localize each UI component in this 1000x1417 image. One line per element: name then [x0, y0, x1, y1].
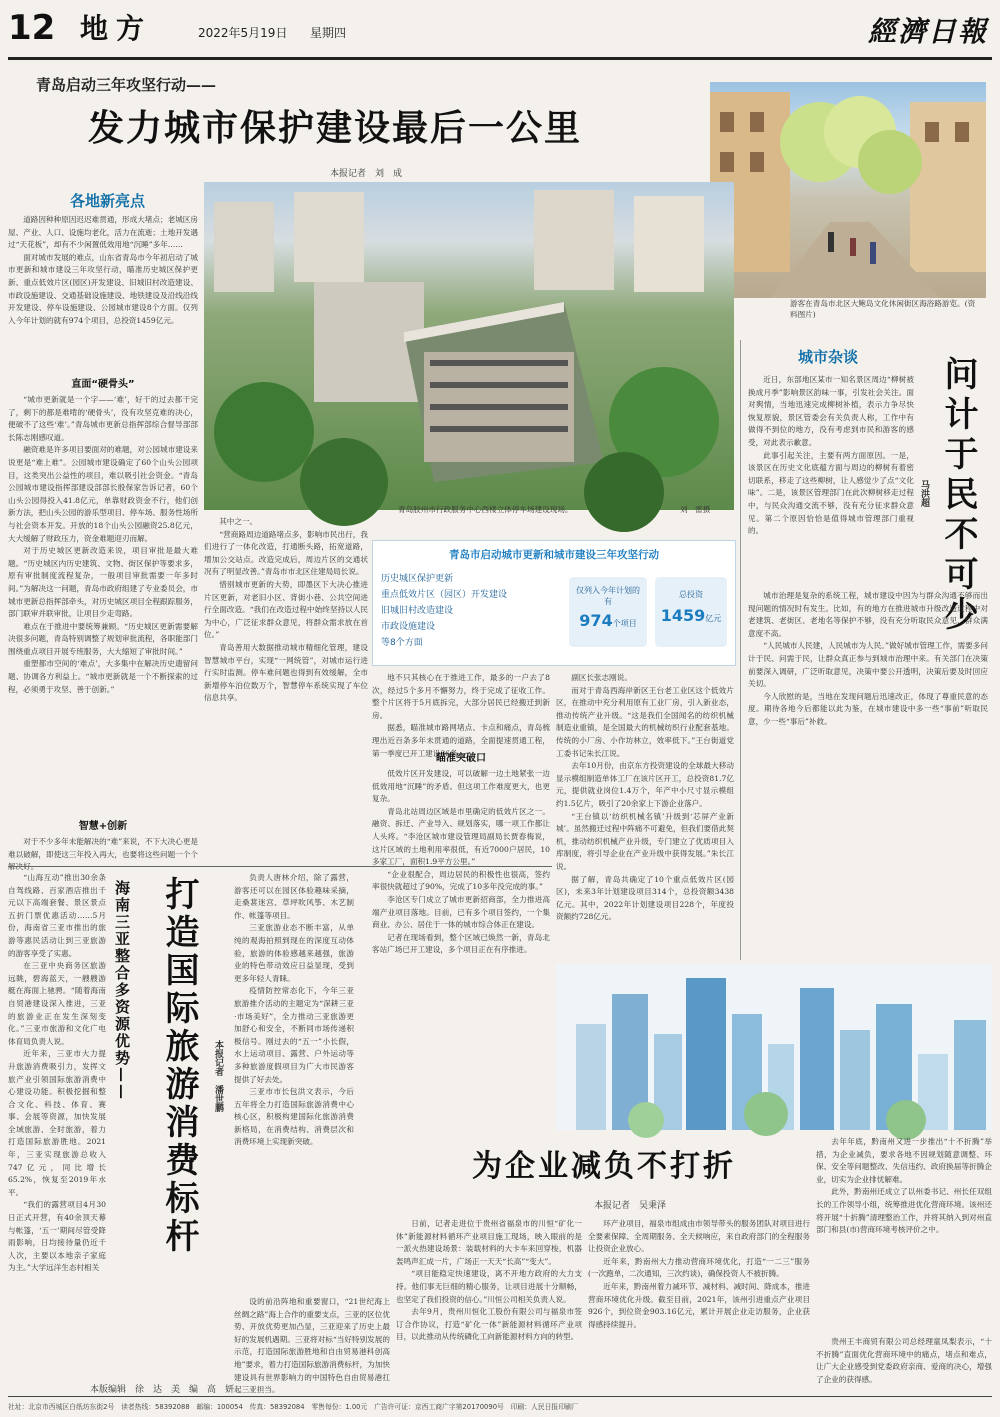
skyline-illustration	[556, 964, 992, 1130]
reduce-col2-p1: 环产业项目，福泉市组成由市领导带头的服务团队对项目进行全要素保障、全周期服务、全天候响应，来自政府部门的全程服务让投资企业放心。	[588, 1219, 810, 1254]
lead-tag: 各地新亮点	[70, 192, 146, 210]
lead-col-1-end	[8, 836, 198, 862]
hainan-headline: 打造国际旅游消费标杆	[159, 876, 199, 1256]
infographic-list	[381, 571, 565, 651]
lead-col4-p3: 去年10月份，由京东方投资建设的全球最大移动显示模组制造单体工厂在该片区开工，总投资81.7亿元，提供就业岗位1.4万个，年产中小尺寸显示模组约1.5亿片，吸引了20余家上下游企业落户。	[556, 761, 734, 808]
lead-headline: 发力城市保护建设最后一公里	[88, 107, 583, 149]
infographic-plan-unit: 个项目	[612, 619, 637, 628]
lead-col4-p1: 副区长张志刚说。	[571, 673, 632, 682]
street-photo-credit: (资料图片)	[790, 299, 976, 319]
reduce-byline: 本报记者 吴秉泽	[594, 1201, 667, 1211]
lead-col1-p4: 难点在于推进中要统筹兼顾。“历史城区更新需要解决很多问题，青岛特别调整了规划审批流程，各职能部门围绕重点项目开展专班服务，大大缩短了审批时间。”	[8, 621, 198, 656]
commentary-body	[748, 590, 988, 958]
commentary-title: 问计于民不可少	[938, 356, 978, 636]
reduce-headline: 为企业减负不打折	[472, 1149, 736, 1184]
lead-sub-3: 瞄准突破口	[436, 753, 486, 764]
reduce-col-1	[396, 1218, 582, 1374]
commentary-tag: 城市杂谈	[798, 348, 859, 366]
reduce-intro-p1: 去年年底，黔南州又进一步推出“十不折腾”举措，为企业减负，要求各地不因规划随意调整、环保、安全等问题整改、失信违约、政府换届等折腾企业，切实为企业排忧解难。	[816, 1137, 992, 1184]
infographic-plan-box	[569, 577, 647, 647]
hainan-col-3-body	[234, 1296, 390, 1395]
hainan-col2-p4: 三亚市市长包洪文表示，今后五年将全力打造国际旅游消费中心核心区，积极构建国际化旅游消费新格局，在消费结构、消费层次和消费环境上实现新突破。	[234, 1087, 354, 1147]
reduce-col3-p1: 贵州王丰商贸有限公司总经理童凤梨表示，“十不折腾”直面优化营商环境中的痛点，堵点和难点，让广大企业感受到党委政府亲商、爱商的决心，增强了企业的获得感。	[816, 1337, 992, 1384]
construction-photo	[204, 182, 734, 510]
infographic-item-4: 市政设施建设	[381, 622, 436, 632]
infographic-item-2: 重点低效片区（园区）开发建设	[381, 590, 508, 600]
page-editors: 本版编辑 徐 达 美 编 高 妍	[90, 1385, 235, 1395]
lead-col1-p2: 融资难是许多项目要面对的难题，对公园城市建设来说更是“难上难”。公园城市建设确定了60个山头公园项目，这类突出公益性的项目，难以吸引社会资金。“青岛公园城市建设指挥部建设部部长殷保家告诉记者，60个山头公园得投入41.8亿元，单靠财政资金不行，他们创新方法，把山头公园的游乐型项目、停车场、服务性场所与社会资本开发。开放的18个山头公园融资25.8亿元，大大缓解了财政压力，资金难题迎刃而解。	[8, 445, 198, 543]
lead-col4-p2: 而对于青岛西海岸新区王台老工业区这个低效片区，在推动中充分利用原有工业厂房，引入新业态，推动传统产业升级。“这是我们全国闻名的纺织机械制造业重镇，是全国最大的机械纺织行业配套基地。传统的小厂房、小作坊林立，效率低下。”王台街道党工委书记朱长江说。	[556, 685, 734, 758]
lead-col3b-p4: 李沧区专门成立了城市更新招商部，全力推进高端产业项目落地。目前，已有多个项目签约，一个集商业、办公、居住于一体的城市综合体正在建设。	[372, 894, 550, 930]
infographic-invest-unit: 亿元	[705, 614, 722, 623]
street-photo-caption	[790, 298, 980, 320]
commentary-divider	[740, 340, 741, 960]
lead-col3-p2: 据悉，瞄准城市路网堵点、卡点和痛点，青岛梳理出近百条多年未贯通的道路，全面提速贯通工程，第一季度已开工建设36条。	[372, 723, 550, 758]
lead-col3b-p1: 低效片区开发建设，可以破解一边土地紧张一边低效用地“沉睡”的矛盾。但这项工作难度更大，也更复杂。	[372, 769, 550, 804]
construction-scene-graphic	[204, 182, 734, 510]
lead-col-2	[204, 516, 368, 862]
construction-photo-caption: 青岛胶州市行政服务中心西楼立体停车场建设现场。	[398, 505, 573, 514]
infographic-plan-label: 仅列入今年计划的有	[576, 586, 640, 606]
hainan-col-1	[8, 872, 106, 1372]
lead-sub-2: 智慧+创新	[78, 821, 128, 832]
infographic-plan-value: 974	[579, 611, 613, 630]
hainan-byline: 本报记者 潘世鹏	[213, 1040, 223, 1112]
commentary-p3: 城市治理是复杂的系统工程，城市建设中因为与群众沟通不够而出现问题的情况时有发生。比如，有的地方在推进城市升级改造过程中对老建筑、老街区、老地名等保护不够，没有充分听取民众意见，群众满意度不高。	[748, 591, 988, 638]
infographic-item-1: 历史城区保护更新	[381, 574, 454, 584]
lead-col3-p1: 地不只其核心在于推进工作，最多的一户去了8次，经过5个多月不懈努力，终于完成了征收工作。整个片区将于5月底拆完，大部分居民已经搬迁到新房。	[372, 673, 550, 720]
lead-col1-p1: “城市更新就是一个字——‘难’，好干的过去都干完了，剩下的都是难啃的‘硬骨头’，没有攻坚克难的决心，便破不了这些‘难’。”青岛城市更新总指挥部综合督导部部长陈志刚感叹道。	[8, 395, 198, 442]
street-photo	[710, 82, 986, 298]
hainan-col2-p3: 疫情防控常态化下，今年三亚旅游推介活动的主题定为“深耕三亚·市场美好”，全力推动三亚旅游更加舒心和安全，不断同市场传递积极信号。刚过去的“五一”小长假，水上运动项目、露营、户外运动等多种旅游度假项目为广大市民游客提供了好去处。	[234, 986, 354, 1084]
masthead	[8, 8, 992, 54]
hainan-top-rule	[8, 866, 552, 867]
hainan-col1-p2: 在三亚中央商务区旅游远眺，碧海蓝天，一艘艘游艇在海面上驰骋。“随着海南自贸港建设深入推进，三亚的旅游业正在发生深刻变化。”三亚市旅游和文化广电体育局负责人说。	[8, 961, 106, 1046]
lead-col-1	[8, 394, 198, 804]
lead-byline: 本报记者 刘 成	[330, 169, 403, 179]
hainan-col1-p3: 近年来，三亚市大力提升旅游消费吸引力，发挥文旅产业引领国际旅游消费中心建设功能。积极挖掘和整合文化、科技、体育、赛事、会展等资源，加快发展全域旅游、全时旅游，着力打造国际旅游胜地。2021年，三亚实现旅游总收入747亿元，同比增长65.2%，恢复至2019年水平。	[8, 1049, 106, 1197]
lead-col2-p3: 惜别城市更新的大势，即墨区下大决心推进片区更新，对老旧小区、背街小巷、公共空间进行全面改造。“我们在改造过程中始终坚持以人民为中心，广泛征求群众意见，将群众需求放在首位。”	[204, 579, 368, 640]
lead-col-4	[556, 672, 734, 960]
infographic-invest-box	[655, 577, 727, 647]
infographic-item-3: 旧城旧村改造建设	[381, 606, 454, 616]
lead-sub-1: 直面“硬骨头”	[71, 379, 135, 390]
lead-col1-p5: 重塑都市空间的‘难点’，大多集中在解决历史遗留问题、协调各方利益上。“城市更新就是一个不断探索的过程，必须勇于攻坚、善于创新。”	[8, 659, 198, 694]
commentary-body-top	[748, 374, 914, 588]
paper-logo: 經濟日報	[867, 15, 988, 48]
lead-col3b-p3: “企业很配合，周边居民的积极性也很高，签约率很快就超过了90%，完成了10多年没完成的事。”	[372, 869, 550, 892]
reduce-col1-p1: 日前，记者走进位于贵州省福泉市的川恒“矿化一体”新能源材料循环产业项目施工现场，映入眼前的是一派火热建设场景：装载材料的大卡车来回穿梭，机器轰鸣声汇成一片，广场正一天天“长高”“变大”。	[396, 1219, 582, 1266]
reduce-col2-p2: 近年来，黔南州大力推动营商环境优化，打造“一二三”服务(一次跑单，二次通知，三次约谈)，确保投资人不被折腾。	[588, 1256, 810, 1279]
commentary-p4: “人民城市人民建，人民城市为人民。”做好城市管理工作，需要多问计于民、问需于民，让群众真正参与到城市治理中来。有关部门在决策前要深入调研，广泛听取意见，决策中要公开透明，决策后要及时回应关切。	[748, 641, 988, 689]
street-scene-graphic	[710, 82, 986, 298]
lead-intro	[8, 214, 198, 364]
masthead-rule	[8, 57, 992, 60]
lead-col3b-p2: 青岛北站周边区域是市里确定的低效片区之一。融资、拆迁、产业导入、规划落实，哪一项工作都让人头疼。“李沧区城市建设管理局副局长贾春梅说，这片区域的土地利用率很低，有近7000户居民，10多家工厂，面积1.9平方公里。”	[372, 806, 550, 867]
reduce-col-2	[588, 1218, 810, 1374]
lead-col1-p3: 对于历史城区更新改造来说，项目审批是最大难题。“历史城区内历史建筑、文物、街区保护等要求多，原有审批制度流程复杂，一般项目审批需要一年多时间。”为解决这一问题，青岛市政府组建了专业委员会，市城市更新总指挥部牵头，对历史城区项目全程跟踪服务，部门联审并联审批，让项目少走弯路。	[8, 546, 198, 619]
hainan-col1-p4: “我们的露营项目4月30日正式开营，有40余顶天幕与帐篷，‘五一’期间尽管受降雨影响，日均接待量仍近千人次，主要以本地亲子家庭为主。”大学远洋生态村相关	[8, 1200, 106, 1273]
page-number: 12	[8, 8, 56, 48]
hainan-kicker: 海南三亚整合多资源优势——	[113, 880, 131, 1101]
lead-col-3b	[372, 768, 550, 1132]
infographic-invest-value: 1459	[660, 606, 706, 625]
commentary-p5: 今人欣慰的是，当地在发现问题后迅速改正，体现了尊重民意的态度。期待各地今后都能以此为鉴，在城市建设中多一些“事前”听取民意，少一些“事后”补救。	[748, 691, 988, 726]
lead-col2-p1: 其中之一。	[219, 517, 258, 526]
commentary-p2: 此事引起关注，主要有两方面原因。一是，该景区在历史文化底蕴方面与周边的柳树有着密切联系，移走了这些柳树，让人感觉少了点“文化味”。二是，该景区管理部门在此次柳树移走过程中，与民众沟通交流不够，没有充分征求群众意见。第二个原因恰恰是值得城市管理部门重视的。	[748, 450, 914, 536]
hainan-col1-p1: “山海互动”推出30余条自驾线路、百家酒店推出千元以下高端套餐、景区景点五折门票优惠活动……5月份，海南省三亚市推出的旅游等惠民活动让到三亚旅游的游客享受了实惠。	[8, 873, 106, 958]
issue-weekday: 星期四	[310, 26, 347, 40]
reduce-intro-p2: 此外，黔南州还成立了以州委书记、州长任双组长的工作领导小组，统筹推进优化营商环境。该州还将开展“十折腾”清理整治工作，并将其纳入到对州直部门和县(市)营商环境考核评价之中。	[816, 1187, 992, 1235]
commentary-p1: 近日，东部地区某市一知名景区周边“柳树被换成月季”影响景区韵味一事，引发社会关注。面对舆情，当地迅速完成柳树补植，表示力争尽快恢复原貌，景区管委会有关负责人称，工作中有做得不到位的地方，没有考虑到市民和游客的感受，对此表示歉意。	[748, 375, 914, 447]
reduce-col1-p2: “项目能稳定快速建设，离不开地方政府的大力支持。他们事无巨细的精心服务，让项目进展十分顺畅，也坚定了我们投资的信心。”川恒公司相关负责人说。	[396, 1269, 582, 1304]
construction-photo-credit: 刘 雷摄	[680, 505, 711, 514]
commentary-author: 马洪超	[919, 480, 929, 507]
footer-address: 社址：北京市西城区白纸坊东街2号 读者热线：58392088 邮编：100054 传真：58392084 零售每份：1.00元 广告许可证：京西工商广字第20170090号 印刷：人民日报印刷厂	[8, 1403, 579, 1411]
issue-date: 2022年5月19日	[198, 26, 288, 40]
infographic-invest-label: 总投资	[679, 590, 703, 599]
lead-col2-p4: 青岛善用大数据推动城市精细化管理，建设智慧城市平台，实现“一网统管”，对城市运行进行实时监测。停车难问题也得到有效缓解，全市新增停车泊位数万个，智慧停车系统实现了车位信息共享。	[204, 642, 368, 703]
street-photo-caption-text: 游客在青岛市北区大鲍岛文化休闲街区海浴路游览。	[790, 299, 965, 308]
skyline-graphic	[556, 964, 992, 1130]
hainan-col2-p2: 三亚旅游业态不断丰富，从单纯的观海拍照到现在的深度互动体验，旅游的体验感越来越强，旅游业的特色带动效应日益显现，受到更多年轻人青睐。	[234, 923, 354, 983]
lead-intro-p1: 道路因种种原因迟迟难贯通，形成大堵点；老城区房屋、产业、人口、设施均老化，活力在流逝；土地开发遇过“天花板”，却有不少闲置低效用地“沉睡”多年……	[8, 215, 198, 250]
section-name: 地方	[80, 12, 153, 45]
reduce-col-3	[816, 1336, 992, 1384]
lead-kicker: 青岛启动三年攻坚行动——	[36, 76, 217, 94]
lead-col4-p5: 据了解，青岛共确定了10个重点低效片区(园区)，未来3年计划建设项目314个，总投资额3438亿元。其中，2022年计划建设项目228个，年度投资额约728亿元。	[556, 874, 734, 922]
infographic-item-5: 等8个方面	[381, 638, 423, 648]
infographic-title: 青岛市启动城市更新和城市建设三年攻坚行动	[449, 549, 659, 561]
lead-col1-end-p: 对于不少多年未能解决的“难”来说，不下大决心更是难以破解，即使这三年投入再大，也要将这些问题一个个	[8, 837, 199, 859]
lead-col2-p2: “营商路周边道路堵点多，影响市民出行，我们进行了一体化改造，打通断头路，拓宽道路，增加公交站点。改造完成后，周边片区的交通状况有了明显改善。”青岛市市北区住建局局长说。	[204, 529, 368, 577]
lead-col4-p4: “王台镇以‘纺织机械名镇’升级到‘芯屏产业新城’。虽然搬迁过程中阵痛不可避免，但我们要借此契机，推动纺织机械产业升级，专门建立了优质项目入库制度，将引导企业在产业升级中获得发展。”朱长江说。	[556, 811, 734, 871]
hainan-col2-p1: 负责人唐林介绍，除了露营，游客还可以在园区体验趣味采摘，走桑葚迷宫、草坪吹风筝、木艺制作、帐篷等项目。	[234, 873, 354, 920]
reduce-col1-p3: 去年9月，贵州川恒化工股份有限公司与福泉市签订合作协议，打造“矿化一体”新能源材料循环产业项目，以此推动从传统磷化工向新能源材料方向的转型。	[396, 1307, 582, 1342]
reduce-col2-p3: 近年来，黔南州着力减环节、减材料、减时间、降成本，推进营商环境优化升级。截至目前，2021年，该州引进重点产业项目926个，到位资金903.16亿元，累计开展企业走访服务，企业获得感持续提升。	[588, 1281, 810, 1329]
lead-intro-p2: 面对城市发展的难点，山东省青岛市今年初启动了城市更新和城市建设三年攻坚行动，瞄准历史城区保护更新、重点低效片区(园区)开发建设、旧城旧村改造建设、市政设施建设、交通基础设施建设、地铁建设及沿线沿线开发建设、停车设施建设、公园城市建设8个方面。仅列入今年计划的就有974个项目，总投资1459亿元。	[8, 252, 198, 325]
footer-rule	[8, 1396, 992, 1397]
lead-col-3	[372, 672, 550, 758]
hainan-col3-p1: 设的前沿阵地和重要窗口，“21世纪海上丝绸之路”海上合作的重要支点，三亚的区位优势、开放优势更加凸显，三亚迎来了历史上最好的发展机遇期。三亚将对标“当好特别发展的示范，打造国际旅游胜地和自由贸易港科创高地”要求，着力打造国际旅游消费标杆，为加快建设具有世界影响力的中国特色自由贸易港扛起三亚担当。	[234, 1297, 390, 1395]
hainan-col-3-text	[360, 1290, 380, 1292]
infographic	[372, 540, 736, 666]
lead-col3b-p5: 记者在现场看到，整个区域已焕然一新，青岛北客站广场已开工建设，多个项目正在有序推进。	[372, 932, 550, 955]
